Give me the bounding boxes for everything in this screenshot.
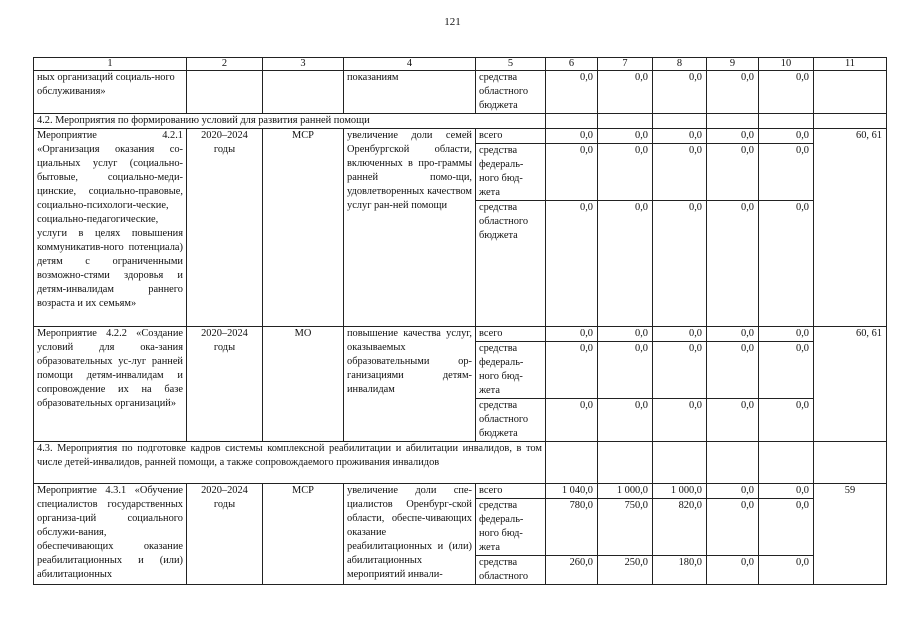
executor: МО bbox=[263, 327, 344, 442]
value-cell: 1 000,0 bbox=[653, 484, 707, 499]
funding-source: средства областного бюджета bbox=[476, 201, 546, 327]
indicator-ref: 59 bbox=[814, 484, 887, 585]
value-cell: 0,0 bbox=[707, 556, 759, 585]
value-cell: 0,0 bbox=[759, 499, 814, 556]
value-cell: 0,0 bbox=[707, 327, 759, 342]
value-cell: 1 040,0 bbox=[546, 484, 598, 499]
value-cell: 750,0 bbox=[598, 499, 653, 556]
value-cell: 250,0 bbox=[598, 556, 653, 585]
value-cell: 0,0 bbox=[546, 201, 598, 327]
funding-source: всего bbox=[476, 484, 546, 499]
section-heading: 4.3. Мероприятия по подготовке кадров системы комплексной реабилитации и абилитации инвалидов, в том числе детей-инвалидов, ранней помощи, а также сопровождаемого проживания инвалидов bbox=[34, 442, 546, 484]
funding-source: средства федераль-ного бюд-жета bbox=[476, 144, 546, 201]
result-text: повышение качества услуг, оказываемых образовательными ор-ганизациями детям-инвалидам bbox=[344, 327, 476, 442]
value-cell: 0,0 bbox=[598, 342, 653, 399]
value-cell: 780,0 bbox=[546, 499, 598, 556]
funding-source: средства федераль-ного бюд-жета bbox=[476, 499, 546, 556]
funding-source: средства областного бюджета bbox=[476, 71, 546, 114]
table-row bbox=[34, 129, 887, 144]
value-cell: 0,0 bbox=[546, 342, 598, 399]
value-cell: 0,0 bbox=[546, 129, 598, 144]
value-cell: 0,0 bbox=[653, 129, 707, 144]
column-header: 5 bbox=[476, 58, 546, 71]
value-cell: 0,0 bbox=[707, 144, 759, 201]
funding-source: средства областного bbox=[476, 556, 546, 585]
value-cell: 0,0 bbox=[653, 71, 707, 114]
column-header: 3 bbox=[263, 58, 344, 71]
period: 2020–2024 годы bbox=[187, 129, 263, 327]
table-row bbox=[34, 484, 887, 499]
section-row bbox=[34, 114, 887, 129]
column-header: 8 bbox=[653, 58, 707, 71]
column-header: 6 bbox=[546, 58, 598, 71]
measure-name: Мероприятие 4.2.2 «Создание условий для ока-зания образовательных ус-луг ранней помощи детям-инвалидам и сопровождение их на базе образовательных организаций» bbox=[34, 327, 187, 442]
column-header: 2 bbox=[187, 58, 263, 71]
value-cell: 0,0 bbox=[653, 144, 707, 201]
value-cell: 0,0 bbox=[598, 144, 653, 201]
result-text: увеличение доли спе-циалистов Оренбург-ской области, обеспе-чивающих оказание реабилитационных и (или) абилитационных мероприятий инвали- bbox=[344, 484, 476, 585]
value-cell: 0,0 bbox=[598, 327, 653, 342]
value-cell: 0,0 bbox=[759, 327, 814, 342]
result-text: увеличение доли семей Оренбургской области, включенных в про-граммы ранней помо-щи, удовлетворенных качеством услуг ран-ней помощи bbox=[344, 129, 476, 327]
section-heading: 4.2. Мероприятия по формированию условий для развития ранней помощи bbox=[34, 114, 546, 129]
program-table bbox=[33, 57, 887, 585]
value-cell: 0,0 bbox=[598, 399, 653, 442]
table-row bbox=[34, 327, 887, 342]
value-cell: 0,0 bbox=[546, 144, 598, 201]
funding-source: всего bbox=[476, 327, 546, 342]
funding-source: средства федераль-ного бюд-жета bbox=[476, 342, 546, 399]
value-cell: 0,0 bbox=[707, 201, 759, 327]
value-cell: 0,0 bbox=[759, 484, 814, 499]
value-cell: 0,0 bbox=[653, 342, 707, 399]
column-header: 1 bbox=[34, 58, 187, 71]
value-cell: 0,0 bbox=[598, 71, 653, 114]
value-cell: 0,0 bbox=[546, 399, 598, 442]
column-header: 4 bbox=[344, 58, 476, 71]
period: 2020–2024 годы bbox=[187, 484, 263, 585]
value-cell: 180,0 bbox=[653, 556, 707, 585]
period: 2020–2024 годы bbox=[187, 327, 263, 442]
value-cell: 0,0 bbox=[759, 71, 814, 114]
executor: МСР bbox=[263, 484, 344, 585]
column-header: 7 bbox=[598, 58, 653, 71]
value-cell: 0,0 bbox=[707, 129, 759, 144]
value-cell: 0,0 bbox=[759, 129, 814, 144]
value-cell: 0,0 bbox=[653, 201, 707, 327]
column-header: 11 bbox=[814, 58, 887, 71]
value-cell: 0,0 bbox=[707, 342, 759, 399]
column-header-row bbox=[34, 58, 887, 71]
value-cell: 0,0 bbox=[653, 399, 707, 442]
funding-source: всего bbox=[476, 129, 546, 144]
value-cell: 0,0 bbox=[707, 499, 759, 556]
value-cell: 1 000,0 bbox=[598, 484, 653, 499]
result-text: показаниям bbox=[344, 71, 476, 114]
funding-source: средства областного бюджета bbox=[476, 399, 546, 442]
executor: МСР bbox=[263, 129, 344, 327]
value-cell: 0,0 bbox=[598, 201, 653, 327]
value-cell: 0,0 bbox=[653, 327, 707, 342]
value-cell: 0,0 bbox=[598, 129, 653, 144]
value-cell: 0,0 bbox=[707, 71, 759, 114]
value-cell: 0,0 bbox=[759, 144, 814, 201]
column-header: 10 bbox=[759, 58, 814, 71]
indicator-ref: 60, 61 bbox=[814, 129, 887, 327]
measure-name: Мероприятие 4.3.1 «Обучение специалистов государственных организа-ций социального обслужи-вания, обеспечивающих оказание реабилитационных и (или) абилитационных bbox=[34, 484, 187, 585]
section-row bbox=[34, 442, 887, 484]
table-row bbox=[34, 71, 887, 114]
value-cell: 0,0 bbox=[546, 327, 598, 342]
value-cell: 820,0 bbox=[653, 499, 707, 556]
value-cell: 0,0 bbox=[759, 399, 814, 442]
value-cell: 0,0 bbox=[707, 484, 759, 499]
value-cell: 0,0 bbox=[546, 71, 598, 114]
value-cell: 0,0 bbox=[707, 399, 759, 442]
indicator-ref: 60, 61 bbox=[814, 327, 887, 442]
value-cell: 0,0 bbox=[759, 342, 814, 399]
value-cell: 0,0 bbox=[759, 556, 814, 585]
value-cell: 260,0 bbox=[546, 556, 598, 585]
page-number: 121 bbox=[444, 16, 461, 28]
column-header: 9 bbox=[707, 58, 759, 71]
measure-name: ных организаций социаль-ного обслуживания» bbox=[34, 71, 187, 114]
value-cell: 0,0 bbox=[759, 201, 814, 327]
measure-name: Мероприятие 4.2.1 «Организация оказания со-циальных услуг (социально-бытовые, социально-меди-цинские, социально-правовые, социально-психологи-ческие, социально-педагогические, услуги в целях повышения коммуникатив-ного потенциала) детям с ограниченными возможно-стями здоровья и детям-инвалидам раннего возраста и их семьям» bbox=[34, 129, 187, 327]
